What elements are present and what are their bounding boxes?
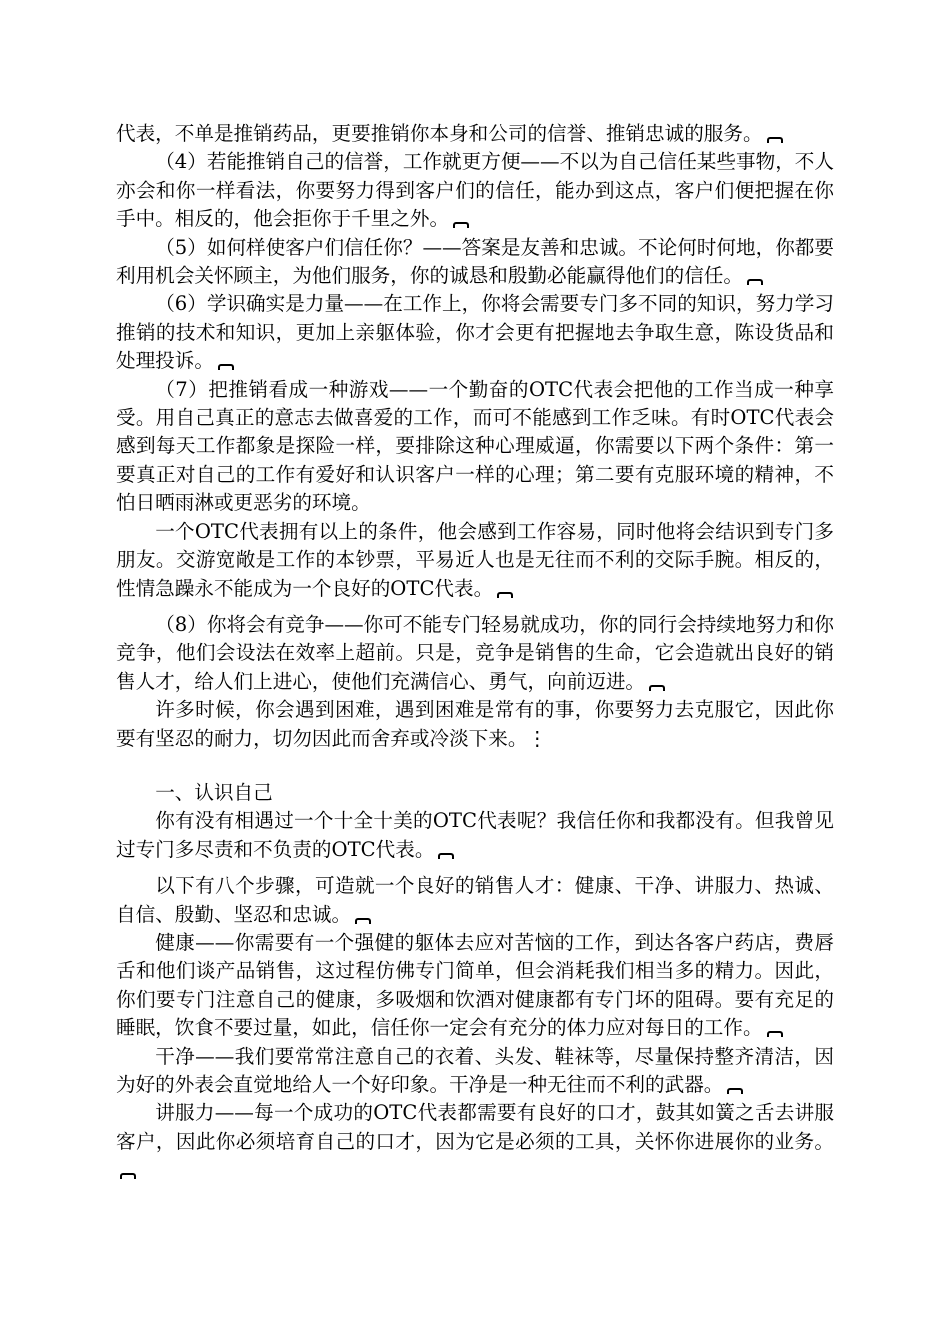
paragraph-mark-icon (767, 1031, 783, 1037)
paragraph-2 (116, 148, 834, 233)
paragraph-text: 一个OTC代表拥有以上的条件，他会感到工作容易，同时他将会结识到专门多朋友。交游宽敞是工作的本钞票，平易近人也是无往而不利的交际手腕。相反的，性情急躁永不能成为一个良好的OTC代表。 (116, 519, 834, 600)
paragraph-8 (116, 696, 834, 753)
paragraph-mark-icon (453, 222, 469, 228)
paragraph-mark-icon (727, 1088, 743, 1094)
paragraph-6 (116, 518, 834, 603)
paragraph-5 (116, 376, 834, 518)
paragraph-10 (116, 872, 834, 929)
paragraph-9 (116, 807, 834, 864)
paragraph-3 (116, 234, 834, 291)
paragraph-mark-icon (218, 364, 234, 370)
paragraph-text: （5）如何样使客户们信任你？——答案是友善和忠诚。不论何时何地，你都要利用机会关怀顾主，为他们服务，你的诚恳和殷勤必能赢得他们的信任。 (116, 235, 834, 288)
paragraph-text: （7）把推销看成一种游戏——一个勤奋的OTC代表会把他的工作当成一种享受。用自己真正的意志去做喜爱的工作，而可不能感到工作乏味。有时OTC代表会感到每天工作都象是探险一样，要排除这种心理威逼，你需要以下两个条件：第一要真正对自己的工作有爱好和认识客户一样的心理；第二要有克服环境的精神，不怕日晒雨淋或更恶劣的环境。 (116, 377, 834, 515)
paragraph-mark-icon (120, 1173, 136, 1179)
paragraph-text: 干净——我们要常常注意自己的衣着、头发、鞋袜等，尽量保持整齐清洁，因为好的外表会直觉地给人一个好印象。干净是一种无往而不利的武器。 (116, 1044, 834, 1096)
paragraph-1 (116, 120, 834, 148)
paragraph-text: 以下有八个步骤，可造就一个良好的销售人才：健康、干净、讲服力、热诚、自信、殷勤、坚忍和忠诚。 (116, 874, 834, 926)
paragraph-11 (116, 929, 834, 1043)
heading-text: 一、认识自己 (155, 780, 273, 804)
paragraph-7 (116, 611, 834, 696)
paragraph-text: 你有没有相遇过一个十全十美的OTC代表呢？我信任你和我都没有。但我曾见过专门多尽责和不负责的OTC代表。 (116, 809, 834, 861)
paragraph-text: 代表，不单是推销药品，更要推销你本身和公司的信誉、推销忠诚的服务。 (116, 122, 763, 145)
section-heading (116, 779, 834, 807)
paragraph-text: （4）若能推销自己的信誉，工作就更方便——不以为自己信任某些事物，不人亦会和你一样看法，你要努力得到客户们的信任，能办到这点，客户们便把握在你手中。相反的，他会拒你于千里之外。 (116, 150, 834, 231)
paragraph-mark-icon (767, 137, 783, 143)
paragraph-text: 讲服力——每一个成功的OTC代表都需要有良好的口才，鼓其如簧之舌去讲服客户，因此你必须培育自己的口才，因为它是必须的工具，关怀你进展你的业务。 (116, 1101, 834, 1153)
paragraph-12 (116, 1043, 834, 1100)
paragraph-13 (116, 1099, 834, 1184)
paragraph-text: （6）学识确实是力量——在工作上，你将会需要专门多不同的知识，努力学习推销的技术和知识，更加上亲躯体验，你才会更有把握地去争取生意，陈设货品和处理投诉。 (116, 292, 834, 373)
paragraph-text: 健康——你需要有一个强健的躯体去应对苦恼的工作，到达各客户药店，费唇舌和他们谈产品销售，这过程仿佛专门简单，但会消耗我们相当多的精力。因此，你们要专门注意自己的健康，多吸烟和饮酒对健康都有专门坏的阻碍。要有充足的睡眠，饮食不要过量，如此，信任你一定会有充分的体力应对每日的工作。 (116, 930, 834, 1040)
paragraph-text: 许多时候，你会遇到困难，遇到困难是常有的事，你要努力去克服它，因此你要有坚忍的耐力，切勿因此而舍弃或冷淡下来。 (116, 698, 834, 750)
paragraph-4 (116, 290, 834, 375)
paragraph-mark-icon (649, 685, 665, 691)
document-body (116, 120, 834, 1185)
paragraph-mark-icon (497, 592, 513, 598)
paragraph-mark-icon (747, 279, 763, 285)
paragraph-text: （8）你将会有竞争——你可不能专门轻易就成功，你的同行会持续地努力和你竞争，他们会设法在效率上超前。只是，竞争是销售的生命，它会造就出良好的销售人才，给人们上进心，使他们充满信心、勇气，向前迈进。 (116, 612, 834, 693)
ellipsis-mark-icon: ⋮ (527, 726, 548, 750)
paragraph-mark-icon (438, 853, 454, 859)
paragraph-mark-icon (355, 918, 371, 924)
